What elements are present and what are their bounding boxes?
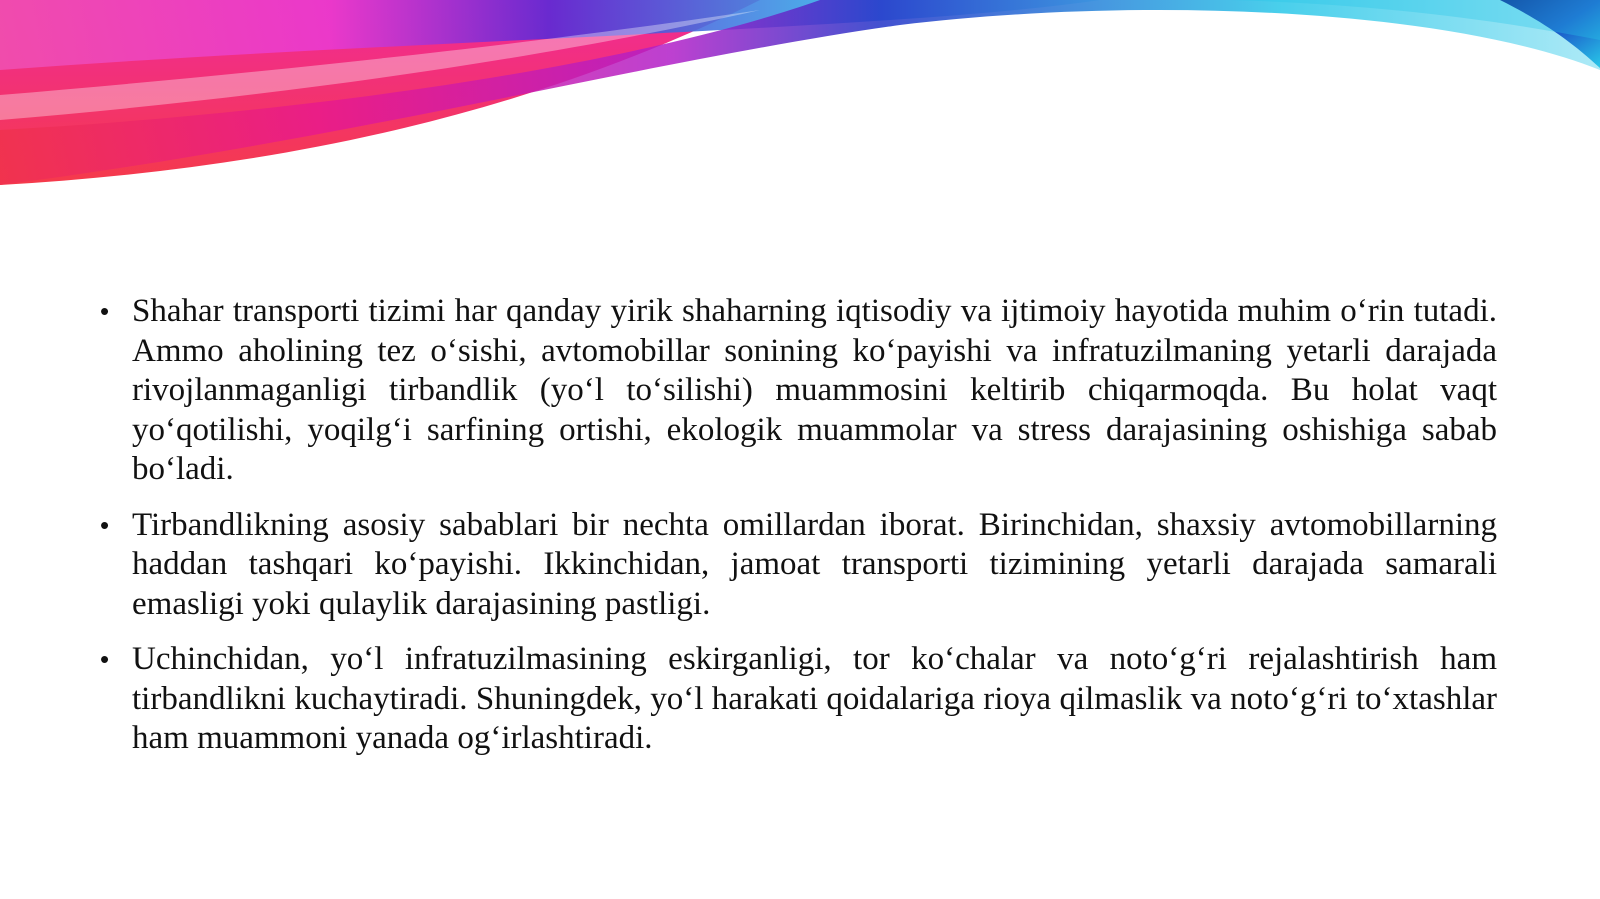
bullet-text-2: Tirbandlikning asosiy sabablari bir nechta omillardan iborat. Birinchidan, shaxsiy avtomobillarning haddan tashqari ko‘payishi. Ikkinchidan, jamoat transporti tizimining yetarli darajada samarali emasligi yoki qulaylik darajasining pastligi. — [132, 506, 1497, 622]
bullet-item-2 — [100, 506, 1497, 625]
bullet-item-3 — [100, 640, 1497, 759]
bullet-item-1 — [100, 292, 1497, 490]
bullet-marker: • — [100, 509, 110, 540]
bullet-text-1: Shahar transporti tizimi har qanday yirik shaharning iqtisodiy va ijtimoiy hayotida muhim o‘rin tutadi. Ammo aholining tez o‘sishi, avtomobillar sonining ko‘payishi va infratuzilmaning yetarli darajada rivojlanmaganligi tirbandlik (yo‘l to‘silishi) muammosini keltirib chiqarmoqda. Bu holat vaqt yo‘qotilishi, yoqilg‘i sarfining ortishi, ekologik muammolar va stress darajasining oshishiga sabab bo‘ladi. — [132, 293, 1497, 487]
bullet-marker: • — [100, 296, 110, 326]
decorative-swoosh-banner — [0, 0, 1600, 200]
bullet-marker: • — [100, 644, 110, 674]
bullet-text-3: Uchinchidan, yo‘l infratuzilmasining eskirganligi, tor ko‘chalar va noto‘g‘ri rejalashtirish ham tirbandlikni kuchaytiradi. Shuningdek, yo‘l harakati qoidalariga rioya qilmaslik va noto‘g‘ri to‘xtashlar ham muammoni yanada og‘irlashtiradi. — [132, 641, 1497, 756]
slide-body — [100, 292, 1497, 775]
bullet-list — [100, 292, 1497, 759]
